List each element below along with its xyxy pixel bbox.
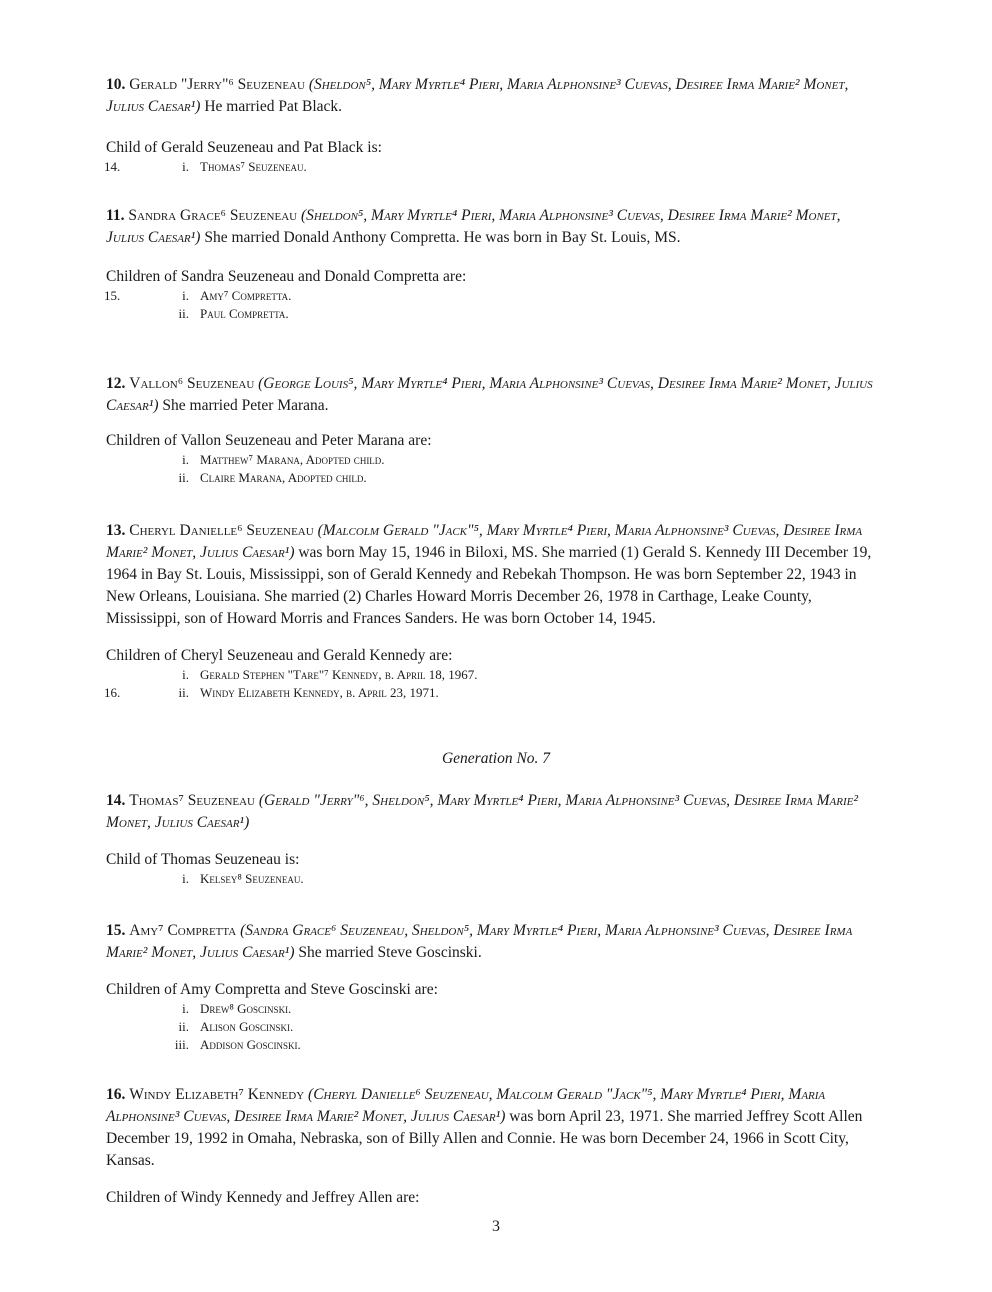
entry-heading — [106, 920, 876, 964]
child-row — [104, 451, 874, 469]
children-title: Children of Amy Compretta and Steve Goscinski are: — [106, 981, 438, 998]
child-row — [104, 870, 874, 888]
ancestry-line: (Malcolm Gerald "Jack"⁵, Mary Myrtle⁴ Pieri, Maria Alphonsine³ Cuevas, Desiree Irma Marie² Monet, Julius Caesar¹) — [106, 522, 863, 561]
entry-detail: She married Steve Goscinski. — [298, 944, 482, 961]
entry-heading — [106, 790, 876, 834]
ancestry-line: (Sandra Grace⁶ Seuzeneau, Sheldon⁵, Mary Myrtle⁴ Pieri, Maria Alphonsine³ Cuevas, Desiree Irma Marie² Monet, Julius Caesar¹) — [106, 922, 853, 961]
child-row — [104, 287, 874, 305]
entry-number: 12. — [106, 375, 126, 392]
child-text: Thomas⁷ Seuzeneau. — [200, 159, 307, 174]
child-row — [104, 305, 874, 323]
person-name: Thomas⁷ Seuzeneau — [129, 792, 255, 809]
children-title: Child of Thomas Seuzeneau is: — [106, 851, 300, 868]
child-roman: i. — [182, 159, 189, 174]
child-number: 15. — [104, 288, 121, 303]
child-roman: ii. — [178, 306, 189, 321]
entry-number: 16. — [106, 1086, 126, 1103]
page-number: 3 — [492, 1218, 500, 1235]
entry-11 — [106, 205, 876, 323]
child-row — [104, 684, 874, 702]
entry-heading — [106, 373, 876, 417]
child-text: Kelsey⁸ Seuzeneau. — [200, 871, 304, 886]
children-title: Children of Vallon Seuzeneau and Peter Marana are: — [106, 432, 432, 449]
person-name: Amy⁷ Compretta — [129, 922, 237, 939]
ancestry-line: (George Louis⁵, Mary Myrtle⁴ Pieri, Maria Alphonsine³ Cuevas, Desiree Irma Marie² Monet, Julius Caesar¹) — [106, 375, 873, 414]
entry-detail: He married Pat Black. — [204, 98, 343, 115]
entry-heading — [106, 205, 876, 249]
child-text: Windy Elizabeth Kennedy, b. April 23, 1971. — [200, 685, 439, 700]
child-row — [104, 1036, 874, 1054]
children-title: Child of Gerald Seuzeneau and Pat Black is: — [106, 139, 382, 156]
person-name: Sandra Grace⁶ Seuzeneau — [128, 207, 298, 224]
child-text: Matthew⁷ Marana, Adopted child. — [200, 452, 385, 467]
person-name: Windy Elizabeth⁷ Kennedy — [129, 1086, 305, 1103]
child-roman: i. — [182, 1001, 189, 1016]
person-name: Vallon⁶ Seuzeneau — [129, 375, 255, 392]
entry-heading — [106, 1084, 876, 1172]
child-roman: iii. — [174, 1037, 189, 1052]
entry-number: 14. — [106, 792, 126, 809]
child-row — [104, 158, 874, 176]
child-roman: i. — [182, 871, 189, 886]
child-roman: ii. — [178, 685, 189, 700]
entry-15 — [106, 920, 876, 1054]
entry-detail: She married Donald Anthony Compretta. He was born in Bay St. Louis, MS. — [204, 229, 681, 246]
entry-heading — [106, 74, 876, 118]
ancestry-line: (Cheryl Danielle⁶ Seuzeneau, Malcolm Gerald "Jack"⁵, Mary Myrtle⁴ Pieri, Maria Alphonsine³ Cuevas, Desiree Irma Marie² Monet, Julius Caesar¹) — [106, 1086, 826, 1125]
entry-14 — [106, 790, 876, 888]
child-row — [104, 1000, 874, 1018]
children-title: Children of Windy Kennedy and Jeffrey Allen are: — [106, 1189, 420, 1206]
child-text: Addison Goscinski. — [200, 1037, 301, 1052]
ancestry-line: (Sheldon⁵, Mary Myrtle⁴ Pieri, Maria Alphonsine³ Cuevas, Desiree Irma Marie² Monet, Julius Caesar¹) — [106, 76, 849, 115]
entry-16 — [106, 1084, 876, 1208]
entry-detail: She married Peter Marana. — [162, 397, 329, 414]
entry-number: 11. — [106, 207, 125, 224]
child-text: Drew⁸ Goscinski. — [200, 1001, 292, 1016]
child-number: 14. — [104, 159, 121, 174]
entry-13 — [106, 520, 876, 702]
child-roman: ii. — [178, 470, 189, 485]
children-title: Children of Sandra Seuzeneau and Donald Compretta are: — [106, 268, 467, 285]
child-row — [104, 666, 874, 684]
child-row — [104, 1018, 874, 1036]
entry-number: 13. — [106, 522, 126, 539]
child-text: Amy⁷ Compretta. — [200, 288, 292, 303]
entry-12 — [106, 373, 876, 487]
child-roman: i. — [182, 452, 189, 467]
person-name: Gerald "Jerry"⁶ Seuzeneau — [129, 76, 305, 93]
entry-number: 15. — [106, 922, 126, 939]
child-roman: i. — [182, 288, 189, 303]
ancestry-line: (Sheldon⁵, Mary Myrtle⁴ Pieri, Maria Alphonsine³ Cuevas, Desiree Irma Marie² Monet, Julius Caesar¹) — [106, 207, 841, 246]
ancestry-line: (Gerald "Jerry"⁶, Sheldon⁵, Mary Myrtle⁴ Pieri, Maria Alphonsine³ Cuevas, Desiree Irma Marie² Monet, Julius Caesar¹) — [106, 792, 859, 831]
generation-heading: Generation No. 7 — [441, 750, 551, 767]
child-text: Alison Goscinski. — [200, 1019, 294, 1034]
children-title: Children of Cheryl Seuzeneau and Gerald Kennedy are: — [106, 647, 453, 664]
child-text: Paul Compretta. — [200, 306, 289, 321]
child-text: Gerald Stephen "Tare"⁷ Kennedy, b. April 18, 1967. — [200, 667, 478, 682]
entry-number: 10. — [106, 76, 126, 93]
child-text: Claire Marana, Adopted child. — [200, 470, 367, 485]
entry-heading — [106, 520, 876, 630]
person-name: Cheryl Danielle⁶ Seuzeneau — [129, 522, 314, 539]
child-number: 16. — [104, 685, 121, 700]
child-roman: i. — [182, 667, 189, 682]
entry-detail: was born April 23, 1971. She married Jeffrey Scott Allen December 19, 1992 in Omaha, Nebraska, son of Billy Allen and Connie. He was born December 24, 1966 in Scott City, Kansas. — [106, 1108, 863, 1169]
child-row — [104, 469, 874, 487]
entry-detail: was born May 15, 1946 in Biloxi, MS. She married (1) Gerald S. Kennedy III December 19, 1964 in Bay St. Louis, Mississippi, son of Gerald Kennedy and Rebekah Thompson. He was born September 22, 1943 in New Orleans, Louisiana. She married (2) Charles Howard Morris December 26, 1978 in Carthage, Leake County, Mississippi, son of Howard Morris and Frances Sanders. He was born October 14, 1945. — [106, 544, 872, 627]
child-roman: ii. — [178, 1019, 189, 1034]
entry-10 — [106, 74, 876, 176]
